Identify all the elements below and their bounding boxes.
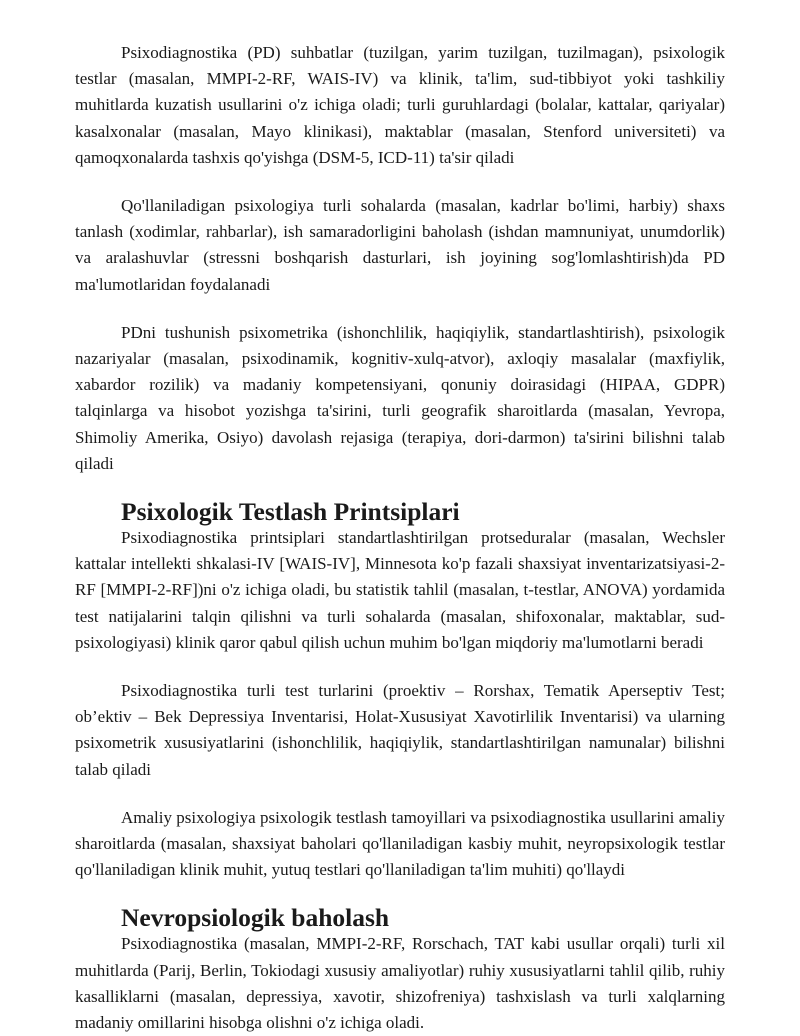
paragraph-intro-1: Psixodiagnostika (PD) suhbatlar (tuzilgan, yarim tuzilgan, tuzilmagan), psixologik testlar (masalan, MMPI-2-RF, WAIS-IV) va klinik, ta'lim, sud-tibbiyot yoki tashkiliy muhitlarda kuzatish usullarini o'z ichiga oladi; turli guruhlardagi (bolalar, kattalar, qariyalar) kasalxonalar (masalan, Mayo klinikasi), maktablar (masalan, Stenford universiteti) va qamoqxonalarda tashxis qo'yishga (DSM-5, ICD-11) ta'sir qiladi bbox=[75, 43, 725, 167]
paragraph-testing-3: Amaliy psixologiya psixologik testlash tamoyillari va psixodiagnostika usullarini amaliy sharoitlarda (masalan, shaxsiyat baholari qo'llaniladigan kasbiy muhit, neyropsixologik testlar qo'llaniladigan klinik muhit, yutuq testlari qo'llaniladigan ta'lim muhiti) qo'llaydi bbox=[75, 807, 725, 880]
paragraph-neuro-1: Psixodiagnostika (masalan, MMPI-2-RF, Rorschach, TAT kabi usullar orqali) turli xil muhitlarda (Parij, Berlin, Tokiodagi xususiy amaliyotlar) ruhiy xususiyatlarni tahlil qilib, ruhiy kasalliklarni (masalan, depressiya, xavotir, shizofreniya) tashxislash va turli xalqlarning madaniy omillarini hisobga olishni o'z ichiga oladi. bbox=[75, 934, 725, 1033]
paragraph-spacer bbox=[75, 883, 725, 905]
section-heading-neuro: Nevropsiologik baholash bbox=[121, 903, 390, 933]
paragraph-spacer bbox=[75, 783, 725, 805]
paragraph-intro-2: Qo'llaniladigan psixologiya turli sohalarda (masalan, kadrlar bo'limi, harbiy) shaxs tanlash (xodimlar, rahbarlar), ish samaradorligini baholash (ishdan mamnuniyat, unumdorlik) va aralashuvlar (stressni boshqarish dasturlari, ish joyining sog'lomlashtirish)da PD ma'lumotlaridan foydalanadi bbox=[75, 196, 725, 294]
paragraph-spacer bbox=[75, 298, 725, 320]
document-page bbox=[75, 40, 725, 1036]
paragraph-testing-1: Psixodiagnostika printsiplari standartlashtirilgan protseduralar (masalan, Wechsler kattalar intellekti shkalasi-IV [WAIS-IV], Minnesota ko'p fazali shaxsiyat inventarizatsiyasi-2-RF [MMPI-2-RF])ni o'z ichiga oladi, bu statistik tahlil (masalan, t-testlar, ANOVA) yordamida test natijalarini talqin qilishni va turli sohalarda (masalan, shifoxonalar, maktablar, sud-psixologiyasi) klinik qaror qabul qilish uchun muhim bo'lgan miqdoriy ma'lumotlarni beradi bbox=[75, 528, 725, 652]
paragraph-intro-3: PDni tushunish psixometrika (ishonchlilik, haqiqiylik, standartlashtirish), psixologik nazariyalar (masalan, psixodinamik, kognitiv-xulq-atvor), axloqiy masalalar (maxfiylik, xabardor rozilik) va madaniy kompetensiyani, qonuniy doirasidagi (HIPAA, GDPR) talqinlarga va hisobot yozishga ta'sirini, turli geografik sharoitlarda (masalan, Yevropa, Shimoliy Amerika, Osiyo) davolash rejasiga (terapiya, dori-darmon) ta'sirini bilishni talab qiladi bbox=[75, 322, 725, 473]
paragraph-testing-2: Psixodiagnostika turli test turlarini (proektiv – Rorshax, Tematik Aperseptiv Test; ob’ektiv – Bek Depressiya Inventarisi, Holat-Xususiyat Xavotirlilik Inventarisi) va ularning psixometrik xususiyatlarini (ishonchlilik, haqiqiylik, standartlashtirilgan namunalar) bilishni talab qiladi bbox=[75, 681, 725, 779]
paragraph-spacer bbox=[75, 171, 725, 193]
paragraph-spacer bbox=[75, 477, 725, 499]
paragraph-spacer bbox=[75, 656, 725, 678]
section-heading-testing: Psixologik Testlash Printsiplari bbox=[121, 497, 460, 527]
